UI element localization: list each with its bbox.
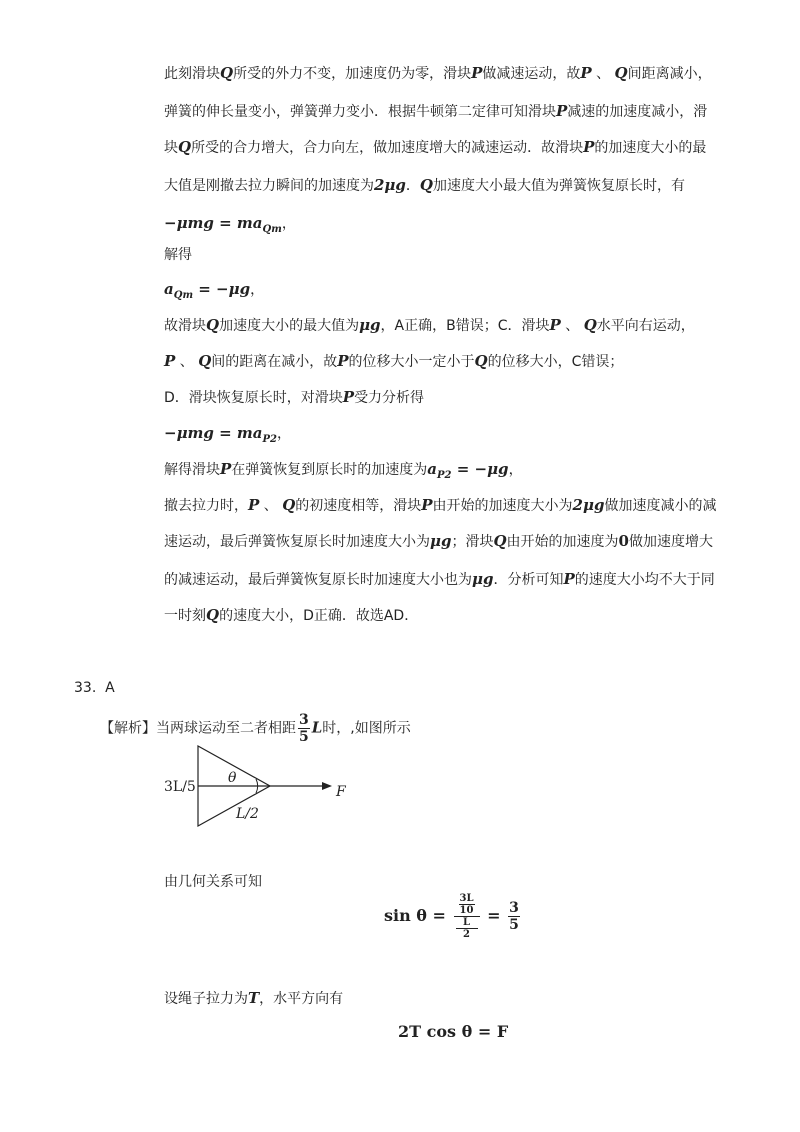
line-segment: Qm: [262, 223, 282, 235]
line-segment: Q: [206, 606, 220, 624]
line-segment: Q: [614, 64, 628, 82]
tension-text: [164, 988, 343, 1009]
line-segment: 做加速度减小的减: [604, 498, 717, 514]
sin-lhs: sin θ =: [384, 906, 446, 925]
analysis-intro: 当两球运动至二者相距: [156, 720, 296, 737]
line-segment: P: [556, 102, 568, 120]
line-segment: 所受的外力不变，加速度仍为零，滑块: [233, 66, 472, 82]
solution-line: [164, 423, 291, 450]
fraction-numerator: 3: [299, 712, 309, 728]
line-segment: P: [337, 352, 349, 370]
line-segment: 此刻滑块: [164, 66, 220, 82]
line-segment: μg: [359, 316, 381, 334]
label-F: F: [336, 784, 346, 800]
line-segment: ；滑块: [451, 534, 494, 550]
line-segment: ，: [281, 216, 296, 232]
solution-line: [164, 459, 523, 486]
sin-mid: =: [487, 906, 501, 925]
line-segment: P: [421, 496, 433, 514]
inner-den: 10: [459, 905, 474, 916]
line-segment: Q: [419, 176, 433, 194]
line-segment: Q: [583, 316, 597, 334]
line-segment: ．: [405, 178, 420, 194]
line-segment: 的位移大小，C错误；: [487, 354, 624, 370]
line-segment: 的位移大小一定小于: [348, 354, 475, 370]
rhs-num: 3: [509, 900, 519, 916]
line-segment: 的初速度相等，滑块: [295, 498, 422, 514]
variable-L: L: [311, 718, 323, 737]
line-segment: a: [427, 460, 438, 478]
line-segment: = −μg: [451, 460, 509, 478]
line-segment: P: [580, 64, 592, 82]
tension-var: T: [248, 989, 260, 1007]
line-segment: 间的距离在减小，故: [211, 354, 338, 370]
line-segment: Q: [206, 316, 220, 334]
line-segment: P: [563, 570, 575, 588]
line-segment: P: [248, 496, 260, 514]
line-segment: 间距离减小，: [627, 66, 712, 82]
line-segment: 在弹簧恢复到原长时的加速度为: [231, 462, 428, 478]
line-segment: Q: [474, 352, 488, 370]
line-segment: 、: [175, 354, 199, 370]
line-segment: ，: [508, 462, 523, 478]
solution-line: [164, 175, 685, 196]
line-segment: 一时刻: [164, 608, 206, 624]
solution-line: [164, 531, 713, 552]
fraction-denominator: 5: [299, 729, 309, 745]
line-segment: 做加速度增大: [628, 534, 713, 550]
rhs-den: 5: [509, 917, 519, 933]
tension-text-before: 设绳子拉力为: [164, 991, 248, 1007]
solution-line: [164, 315, 695, 336]
line-segment: P2: [262, 433, 277, 445]
line-segment: 故滑块: [164, 318, 206, 334]
line-segment: μg: [472, 570, 494, 588]
line-segment: 的减速运动，最后弹簧恢复原长时加速度大小也为: [164, 572, 472, 588]
compound-fraction: [454, 893, 480, 940]
line-segment: a: [164, 280, 174, 298]
line-segment: ，: [250, 282, 265, 298]
tension-equation: 2T cos θ = F: [398, 1022, 509, 1041]
line-segment: Q: [178, 138, 192, 156]
solution-line: [164, 605, 418, 626]
question-number: [74, 680, 115, 696]
line-segment: = −μg: [193, 280, 251, 298]
solution-line: [164, 569, 715, 590]
analysis-tag: 【解析】: [100, 720, 156, 737]
line-segment: ，: [277, 426, 291, 442]
line-segment: 所受的合力增大，合力向左，做加速度增大的减速运动．故滑块: [191, 140, 584, 156]
solution-line: [164, 495, 716, 516]
line-segment: 块: [164, 140, 178, 156]
geometry-text: 由几何关系可知: [164, 874, 262, 890]
line-segment: 受力分析得: [354, 390, 425, 406]
line-segment: −μmg = ma: [164, 424, 263, 442]
analysis-intro-after: 时，,如图所示: [322, 720, 411, 737]
line-segment: 做减速运动，故: [482, 66, 581, 82]
line-segment: Q: [282, 496, 296, 514]
line-segment: P: [549, 316, 561, 334]
line-segment: −μmg = ma: [164, 214, 263, 232]
line-segment: 的加速度大小的最: [594, 140, 707, 156]
result-fraction: [508, 900, 520, 933]
line-segment: 解得: [164, 247, 192, 263]
line-segment: μg: [430, 532, 452, 550]
line-segment: P2: [437, 469, 452, 481]
line-segment: ．分析可知: [493, 572, 564, 588]
line-segment: P: [220, 460, 232, 478]
line-segment: 减速的加速度减小，滑: [567, 104, 708, 120]
solution-line: [164, 101, 707, 122]
line-segment: P: [471, 64, 483, 82]
line-segment: ，A正确，B错误；C．滑块: [380, 318, 550, 334]
line-segment: 加速度大小最大值为弹簧恢复原长时，有: [432, 178, 685, 194]
line-segment: 弹簧的伸长量变小，弹簧弹力变小．根据牛顿第二定律可知滑块: [164, 104, 556, 120]
line-segment: 大值是刚撤去拉力瞬间的加速度为: [164, 178, 374, 194]
line-segment: 、: [259, 498, 283, 514]
line-segment: 的速度大小，D正确．故选AD．: [219, 608, 419, 624]
solution-line: [164, 137, 706, 158]
solution-line: [164, 213, 296, 240]
tension-text-after: ，水平方向有: [259, 991, 344, 1007]
analysis-line: [100, 712, 411, 745]
line-segment: 水平向右运动，: [596, 318, 695, 334]
sin-equation: [384, 893, 522, 940]
line-segment: 速运动，最后弹簧恢复原长时加速度大小为: [164, 534, 430, 550]
solution-line: [164, 279, 264, 306]
line-segment: 2μg: [374, 176, 406, 194]
label-3L5: 3L/5: [164, 779, 196, 795]
line-segment: 由开始的加速度大小为: [432, 498, 573, 514]
fraction-three-fifths: [298, 712, 310, 745]
outer-den-num: L: [456, 917, 478, 929]
question-number-label: 33.: [74, 680, 97, 696]
label-L2: L/2: [236, 806, 259, 822]
inner-fraction-bottom: [456, 917, 478, 940]
force-diagram: [160, 744, 400, 844]
line-segment: 解得滑块: [164, 462, 220, 478]
outer-den-den: 2: [463, 929, 470, 940]
solution-line: [164, 387, 424, 408]
inner-num: 3L: [459, 893, 474, 904]
line-segment: Q: [220, 64, 234, 82]
line-segment: P: [583, 138, 595, 156]
solution-line: [164, 63, 712, 84]
line-segment: P: [164, 352, 176, 370]
line-segment: Qm: [173, 289, 194, 301]
solution-line: [164, 351, 623, 372]
line-segment: 2μg: [572, 496, 605, 514]
line-segment: 、: [591, 66, 615, 82]
line-segment: 的速度大小均不大于同: [574, 572, 715, 588]
inner-fraction-top: [459, 893, 475, 916]
line-segment: 加速度大小的最大值为: [219, 318, 360, 334]
line-segment: 、: [560, 318, 584, 334]
line-segment: P: [342, 388, 355, 406]
line-segment: 0: [618, 532, 629, 550]
line-segment: Q: [198, 352, 212, 370]
question-answer: A: [105, 680, 115, 696]
arrow-head-icon: [322, 782, 332, 790]
solution-line: [164, 245, 192, 265]
line-segment: D．滑块恢复原长时，对滑块: [164, 390, 343, 406]
label-theta: θ: [228, 770, 237, 786]
line-segment: Q: [493, 532, 507, 550]
line-segment: 由开始的加速度为: [506, 534, 619, 550]
line-segment: 撤去拉力时，: [164, 498, 248, 514]
